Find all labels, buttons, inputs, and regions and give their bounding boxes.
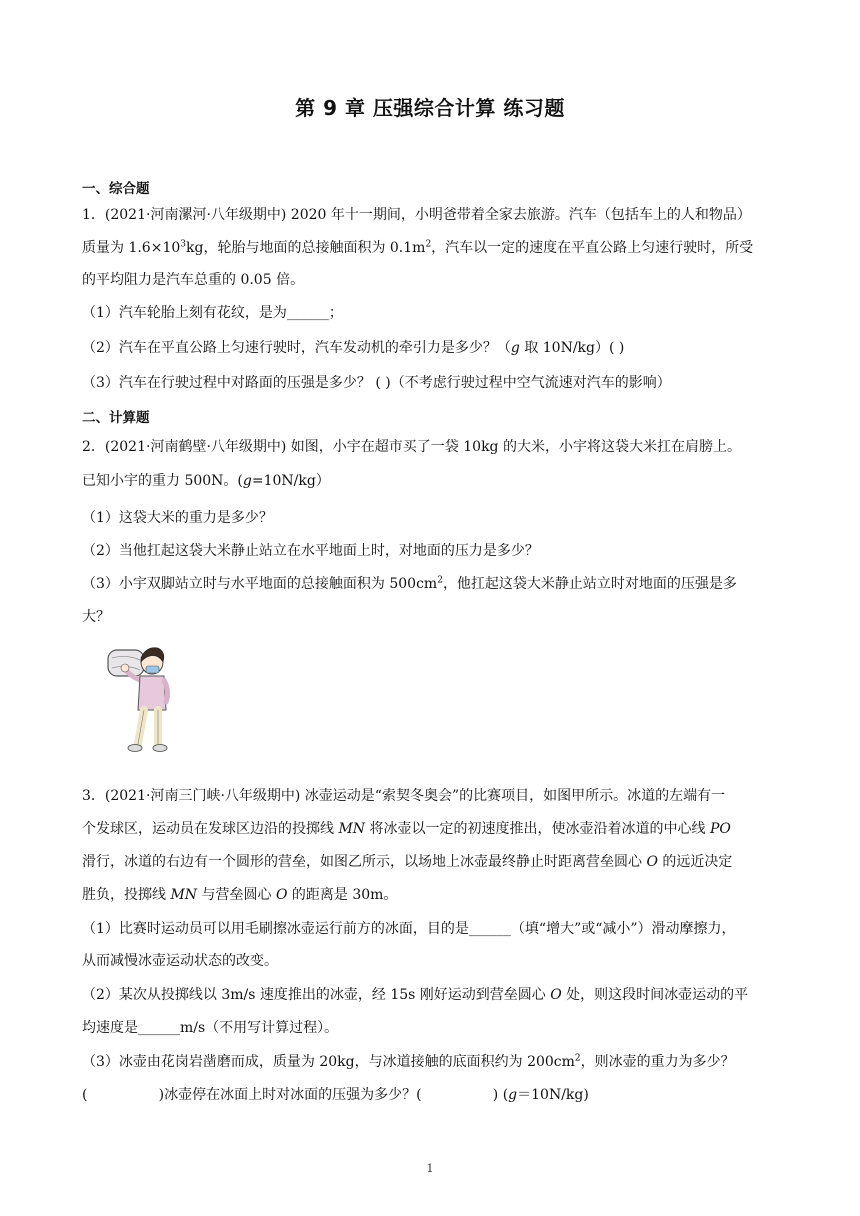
q2-stem-line1: 2．(2021·河南鹤壁·八年级期中) 如图，小宇在超市买了一袋 10kg 的大米，小宇将这袋大米扛在肩膀上。 (82, 439, 741, 455)
q3-part3-line2: ( )冰壶停在冰面上时对冰面的压强为多少？( ) (g＝10N/kg) (82, 1087, 589, 1103)
q1-part3: （3）汽车在行驶过程中对路面的压强是多少？ ( )（不考虑行驶过程中空气流速对汽车的影响） (82, 375, 671, 391)
boy-carrying-rice-bag-illustration (100, 640, 186, 760)
q2-stem-line2: 已知小宇的重力 500N。(g=10N/kg） (82, 473, 330, 489)
q2-part2: （2）当他扛起这袋大米静止站立在水平地面上时，对地面的压力是多少？ (82, 543, 539, 559)
q3-part2-line2: 均速度是______m/s（不用写计算过程）。 (82, 1020, 339, 1036)
q3-stem-line4: 胜负，投掷线 MN 与营垒圆心 O 的距离是 30m。 (82, 887, 398, 903)
page-number: 1 (426, 1162, 434, 1175)
q2-part3-line2: 大？ (82, 609, 110, 625)
q1-part1: （1）汽车轮胎上刻有花纹，是为______； (82, 305, 343, 321)
page-title: 第 9 章 压强综合计算 练习题 (295, 96, 565, 120)
q3-part1-line1: （1）比赛时运动员可以用毛刷擦冰壶运行前方的冰面，目的是______（填“增大”或“减小”）滑动摩擦力， (82, 921, 736, 937)
q3-stem-line1: 3．(2021·河南三门峡·八年级期中) 冰壶运动是“索契冬奥会”的比赛项目，如图甲所示。冰道的左端有一 (82, 788, 726, 804)
q3-stem-line3: 滑行，冰道的右边有一个圆形的营垒，如图乙所示，以场地上冰壶最终静止时距离营垒圆心 O 的远近决定 (82, 854, 733, 870)
section-heading-comprehensive: 一、综合题 (82, 181, 150, 197)
q1-stem-line2: 质量为 $1.6\times 10^3kg$，轮胎与地面的总接触面积为 $0.1m^2$，汽车以一定的速度在平直公路上匀速行驶时，所受 (82, 239, 754, 256)
section-heading-calculation: 二、计算题 (82, 410, 150, 426)
q3-stem-line2: 个发球区，运动员在发球区边沿的投掷线 MN 将冰壶以一定的初速度推出，使冰壶沿着冰道的中心线 PO (82, 821, 731, 837)
q1-part2: （2）汽车在平直公路上匀速行驶时，汽车发动机的牵引力是多少？（g 取 10N/kg）( ) (82, 340, 625, 356)
q3-part1-line2: 从而减慢冰壶运动状态的改变。 (82, 953, 278, 969)
q1-stem-line3: 的平均阻力是汽车总重的 0.05 倍。 (82, 272, 305, 288)
q2-part3-line1: （3）小宇双脚站立时与水平地面的总接触面积为 $500cm^2$，他扛起这袋大米静止站立时对地面的压强是多 (82, 575, 737, 592)
q1-stem-line1: 1．(2021·河南漯河·八年级期中) 2020 年十一期间，小明爸带着全家去旅游。汽车（包括车上的人和物品） (82, 207, 751, 223)
q3-part2-line1: （2）某次从投掷线以 3m/s 速度推出的冰壶，经 15s 刚好运动到营垒圆心 O 处，则这段时间冰壶运动的平 (82, 987, 749, 1003)
q3-part3-line1: （3）冰壶由花岗岩凿磨而成，质量为 20kg，与冰道接触的底面积约为 $200cm^2$，则冰壶的重力为多少？ (82, 1053, 735, 1070)
q2-part1: （1）这袋大米的重力是多少？ (82, 510, 273, 526)
